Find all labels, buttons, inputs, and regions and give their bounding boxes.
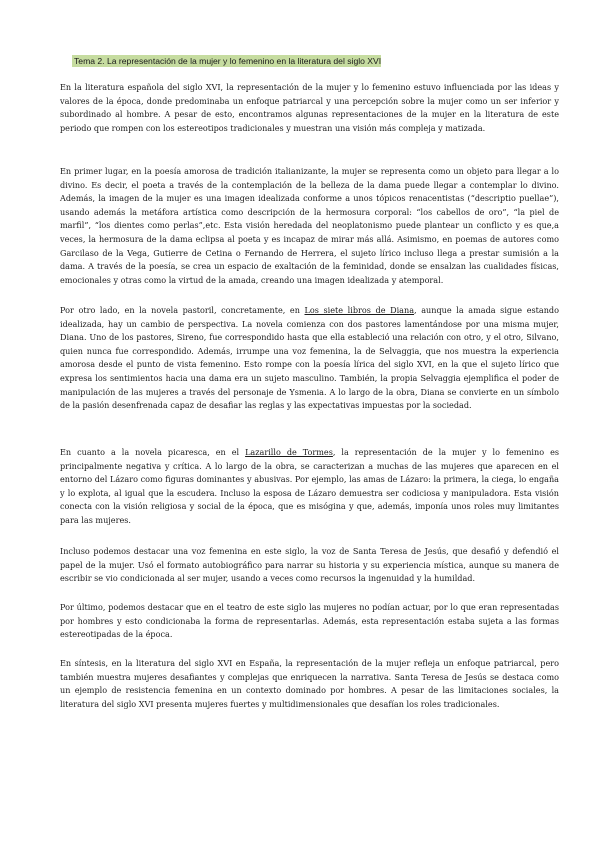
paragraph-novela-pastoril bbox=[60, 304, 559, 413]
paragraph-introduction: En la literatura española del siglo XVI, la representación de la mujer y lo femenino estuvo influenciada por las ideas y valores de la época, donde predominaba un enfoque patriarcal y una percepción sobre la mujer como un ser inferior y subordinado al hombre. A pesar de esto, encontramos algunas representaciones de la mujer en la literatura de este periodo que rompen con los estereotipos tradicionales y muestran una visión más compleja y matizada. bbox=[60, 82, 559, 133]
paragraph-novela-pastoril-intro: Por otro lado, en la novela pastoril, concretamente, en bbox=[60, 305, 305, 315]
paragraph-novela-picaresca bbox=[60, 446, 559, 528]
work-title-lazarillo: Lazarillo de Tormes bbox=[245, 447, 333, 457]
paragraph-teatro: Por último, podemos destacar que en el teatro de este siglo las mujeres no podían actuar, por lo que eran representadas por hombres y esto condicionaba la forma de representarlas. Además, esta representación estaba sujeta a las formas estereotipadas de la época. bbox=[60, 602, 559, 640]
paragraph-novela-pastoril-body: , aunque la amada sigue estando idealizada, hay un cambio de perspectiva. La novela comienza con dos pastores lamentándose por una misma mujer, Diana. Uno de los pastores, Sireno, fue correspondido hasta que ella estableció una relación con otro, y el otro, Silvano, quien nunca fue correspondido. Además, irrumpe una voz femenina, la de Selvaggia, que nos muestra la experiencia amorosa desde el punto de vista femenino. Esto rompe con la poesía lírica del siglo XVI, en la que el sujeto lírico que expresa los sentimientos hacia una dama era un sujeto masculino. También, la propia Selvaggia ejemplifica el poder de manipulación de las mujeres a través del personaje de Ysmenia. A lo largo de la obra, Diana se convierte en un símbolo de la pasión desenfrenada capaz de desafiar las reglas y las expectativas impuestas por la sociedad. bbox=[60, 305, 559, 411]
work-title-diana: Los siete libros de Diana bbox=[304, 305, 415, 315]
paragraph-novela-picaresca-intro: En cuanto a la novela picaresca, en el bbox=[60, 447, 246, 457]
paragraph-conclusion: En síntesis, en la literatura del siglo XVI en España, la representación de la mujer refleja un enfoque patriarcal, pero también muestra mujeres desafiantes y complejas que enriquecen la narrativa. Santa Teresa de Jesús se destaca como un ejemplo de resistencia femenina en un contexto dominado por hombres. A pesar de las limitaciones sociales, la literatura del siglo XVI presenta mujeres fuertes y multidimensionales que desafían los roles tradicionales. bbox=[60, 658, 559, 709]
document-title bbox=[72, 55, 536, 67]
paragraph-poesia-amorosa: En primer lugar, en la poesía amorosa de tradición italianizante, la mujer se representa como un objeto para llegar a lo divino. Es decir, el poeta a través de la contemplación de la belleza de la dama puede llegar a contemplar lo divino. Además, la imagen de la mujer es una imagen idealizada conforme a unos tópicos renacentistas (“descriptio puellae”), usando además la metáfora artística como descripción de la hermosura corporal: “los cabellos de oro”, “la piel de marfil”, “los dientes como perlas”,etc. Esta visión heredada del neoplatonismo puede plantear un conflicto y es que,a veces, la hermosura de la dama eclipsa al poeta y es incapaz de mirar más allá. Asimismo, en poemas de autores como Garcilaso de la Vega, Gutierre de Cetina o Fernando de Herrera, el sujeto lírico incluso llega a prestar sumisión a la dama. A través de la poesía, se crea un espacio de exaltación de la feminidad, donde se ensalzan las cualidades físicas, emocionales y otras como la virtud de la amada, creando una imagen idealizada y atemporal. bbox=[60, 166, 559, 285]
paragraph-novela-picaresca-body: , la representación de la mujer y lo femenino es principalmente negativa y crítica. A lo largo de la obra, se caracterizan a muchas de las mujeres que aparecen en el entorno del Lázaro como figuras dominantes y abusivas. Por ejemplo, las amas de Lázaro: la primera, la ciega, lo engaña y lo explota, al igual que la escudera. Incluso la esposa de Lázaro demuestra ser codiciosa y manipuladora. Esta visión conecta con la visión religiosa y social de la época, que es misógina y que, además, imponía unos roles muy limitantes para las mujeres. bbox=[60, 447, 560, 525]
document-title-text: Tema 2. La representación de la mujer y lo femenino en la literatura del siglo XVI bbox=[74, 56, 382, 66]
paragraph-santa-teresa: Incluso podemos destacar una voz femenina en este siglo, la voz de Santa Teresa de Jesús, que desafió y defendió el papel de la mujer. Usó el formato autobiográfico para narrar su historia y su experiencia mística, aunque su manera de escribir se vio condicionada al ser mujer, usando a veces como recursos la ingenuidad y la humildad. bbox=[60, 546, 559, 584]
